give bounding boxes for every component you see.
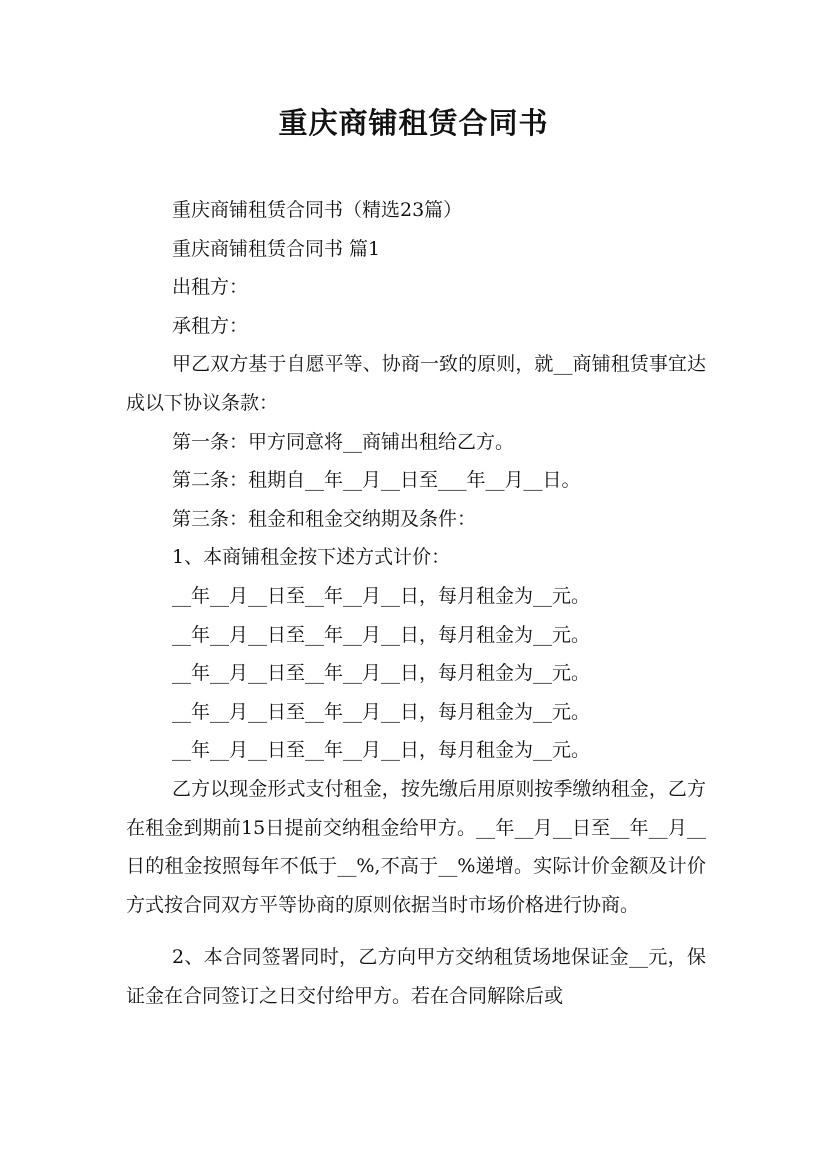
lessor-line: 出租方： bbox=[172, 276, 249, 299]
section-heading: 重庆商铺租赁合同书 篇1 bbox=[172, 237, 381, 260]
article-3: 第三条：租金和租金交纳期及条件： bbox=[172, 507, 477, 530]
subtitle-paragraph: 重庆商铺租赁合同书（精选23篇） bbox=[172, 199, 463, 221]
rent-pricing-heading: 1、本商铺租金按下述方式计价： bbox=[172, 546, 451, 569]
rent-period-line: __年__月__日至__年__月__日，每月租金为__元。 bbox=[172, 700, 591, 723]
article-1: 第一条：甲方同意将__商铺出租给乙方。 bbox=[172, 430, 515, 453]
lessee-line: 承租方： bbox=[172, 314, 249, 337]
payment-terms-paragraph: 乙方以现金形式支付租金，按先缴后用原则按季缴纳租金，乙方在租金到期前15日提前交纳租金给甲方。__年__月__日至__年__月__日的租金按照每年不低于__%,不高于__%递增。实际计价金额及计价方式按合同双方平等协商的原则依据当时市场价格进行协商。 bbox=[126, 777, 706, 916]
document-body bbox=[126, 191, 706, 1015]
rent-period-line: __年__月__日至__年__月__日，每月租金为__元。 bbox=[172, 623, 591, 646]
rent-period-line: __年__月__日至__年__月__日，每月租金为__元。 bbox=[172, 584, 591, 607]
deposit-paragraph: 2、本合同签署同时，乙方向甲方交纳租赁场地保证金__元，保证金在合同签订之日交付给甲方。若在合同解除后或 bbox=[126, 946, 706, 1007]
rent-period-line: __年__月__日至__年__月__日，每月租金为__元。 bbox=[172, 739, 591, 762]
rent-period-line: __年__月__日至__年__月__日，每月租金为__元。 bbox=[172, 662, 591, 685]
article-2: 第二条：租期自__年__月__日至___年__月__日。 bbox=[172, 469, 581, 492]
document-title: 重庆商铺租赁合同书 bbox=[278, 106, 549, 140]
intro-paragraph: 甲乙双方基于自愿平等、协商一致的原则，就__商铺租赁事宜达成以下协议条款： bbox=[126, 353, 706, 414]
